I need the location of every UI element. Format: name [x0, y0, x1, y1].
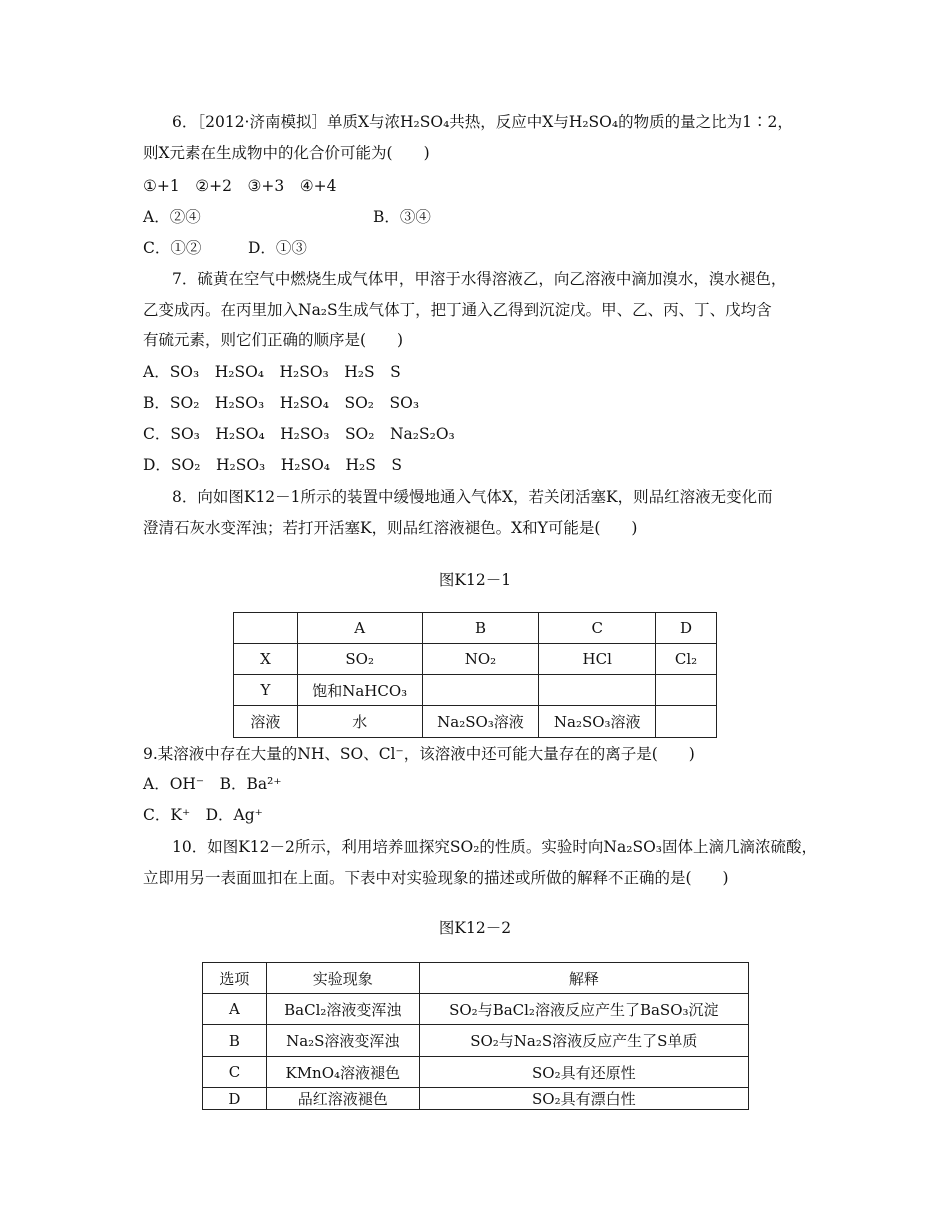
- q8-row-solution-label: 溶液: [234, 706, 298, 738]
- q7-stem-line3: 有硫元素，则它们正确的顺序是( ): [143, 331, 404, 349]
- q9-stem: 9.某溶液中存在大量的NH、SO、Cl⁻，该溶液中还可能大量存在的离子是( ): [143, 745, 695, 763]
- q8-stem-line1: 8．向如图K12－1所示的装置中缓慢地通入气体X，若关闭活塞K，则品红溶液无变化而: [172, 488, 773, 506]
- q10-row-a-option: A: [203, 994, 267, 1025]
- q7-stem-line1: 7．硫黄在空气中燃烧生成气体甲，甲溶于水得溶液乙，向乙溶液中滴加溴水，溴水褪色，: [172, 270, 787, 288]
- q6-stem-line2: 则X元素在生成物中的化合价可能为( ): [143, 144, 430, 162]
- q8-cell-solution-d: [656, 706, 717, 738]
- q9-options-cd: C．K⁺ D．Ag⁺: [143, 806, 263, 824]
- q8-header-d: D: [656, 613, 717, 644]
- q6-option-b: B．③④: [373, 208, 431, 226]
- q8-stem-line2: 澄清石灰水变浑浊；若打开活塞K，则品红溶液褪色。X和Y可能是( ): [143, 519, 638, 537]
- q10-stem-line1: 10．如图K12－2所示，利用培养皿探究SO₂的性质。实验时向Na₂SO₃固体上滴几滴浓硫酸，: [172, 838, 817, 856]
- q8-cell-solution-c: Na₂SO₃溶液: [539, 706, 656, 738]
- q8-figure-caption: 图K12－1: [438, 571, 512, 589]
- q7-stem-line2: 乙变成丙。在丙里加入Na₂S生成气体丁，把丁通入乙得到沉淀戊。甲、乙、丙、丁、戊均含: [143, 301, 772, 319]
- q8-header-blank: [234, 613, 298, 644]
- q8-cell-x-a: SO₂: [297, 644, 422, 675]
- q10-row-c-explanation: SO₂具有还原性: [419, 1057, 748, 1088]
- q6-choice-list: ①+1 ②+2 ③+3 ④+4: [143, 177, 337, 195]
- q8-row-x-label: X: [234, 644, 298, 675]
- q7-option-c: C．SO₃ H₂SO₄ H₂SO₃ SO₂ Na₂S₂O₃: [143, 425, 455, 443]
- q7-option-b: B．SO₂ H₂SO₃ H₂SO₄ SO₂ SO₃: [143, 394, 420, 412]
- q8-cell-y-c: [539, 675, 656, 706]
- q10-row-b-option: B: [203, 1025, 267, 1057]
- q10-row-d-option: D: [203, 1088, 267, 1110]
- q10-row-a-phenomenon: BaCl₂溶液变浑浊: [266, 994, 419, 1025]
- q8-cell-x-d: Cl₂: [656, 644, 717, 675]
- q8-cell-x-c: HCl: [539, 644, 656, 675]
- q10-row-d-phenomenon: 品红溶液褪色: [266, 1088, 419, 1110]
- q8-cell-x-b: NO₂: [422, 644, 539, 675]
- q8-cell-y-b: [422, 675, 539, 706]
- q6-option-d: D．①③: [248, 239, 307, 257]
- q7-option-a: A．SO₃ H₂SO₄ H₂SO₃ H₂S S: [143, 363, 401, 381]
- q10-header-phenomenon: 实验现象: [266, 963, 419, 994]
- q10-header-explanation: 解释: [419, 963, 748, 994]
- q10-header-option: 选项: [203, 963, 267, 994]
- q8-header-c: C: [539, 613, 656, 644]
- q8-cell-y-d: [656, 675, 717, 706]
- q10-row-b-explanation: SO₂与Na₂S溶液反应产生了S单质: [419, 1025, 748, 1057]
- q10-row-c-phenomenon: KMnO₄溶液褪色: [266, 1057, 419, 1088]
- q10-row-d-explanation: SO₂具有漂白性: [419, 1088, 748, 1110]
- q10-stem-line2: 立即用另一表面皿扣在上面。下表中对实验现象的描述或所做的解释不正确的是( ): [143, 869, 729, 887]
- q6-option-a: A．②④: [143, 208, 201, 226]
- q6-option-c: C．①②: [143, 239, 202, 257]
- q8-table: [233, 612, 717, 738]
- q10-table: [202, 962, 749, 1110]
- q6-stem-line1: 6．［2012·济南模拟］单质X与浓H₂SO₄共热，反应中X与H₂SO₄的物质的量之比为1∶2，: [172, 113, 793, 131]
- q10-row-a-explanation: SO₂与BaCl₂溶液反应产生了BaSO₃沉淀: [419, 994, 748, 1025]
- q10-row-c-option: C: [203, 1057, 267, 1088]
- q8-header-a: A: [297, 613, 422, 644]
- q8-cell-solution-b: Na₂SO₃溶液: [422, 706, 539, 738]
- q9-options-ab: A．OH⁻ B．Ba²⁺: [143, 775, 282, 793]
- q10-row-b-phenomenon: Na₂S溶液变浑浊: [266, 1025, 419, 1057]
- q8-header-b: B: [422, 613, 539, 644]
- q8-cell-solution-a: 水: [297, 706, 422, 738]
- q7-option-d: D．SO₂ H₂SO₃ H₂SO₄ H₂S S: [143, 456, 402, 474]
- q8-row-y-label: Y: [234, 675, 298, 706]
- q10-figure-caption: 图K12－2: [438, 919, 512, 937]
- q8-cell-y-a: 饱和NaHCO₃: [297, 675, 422, 706]
